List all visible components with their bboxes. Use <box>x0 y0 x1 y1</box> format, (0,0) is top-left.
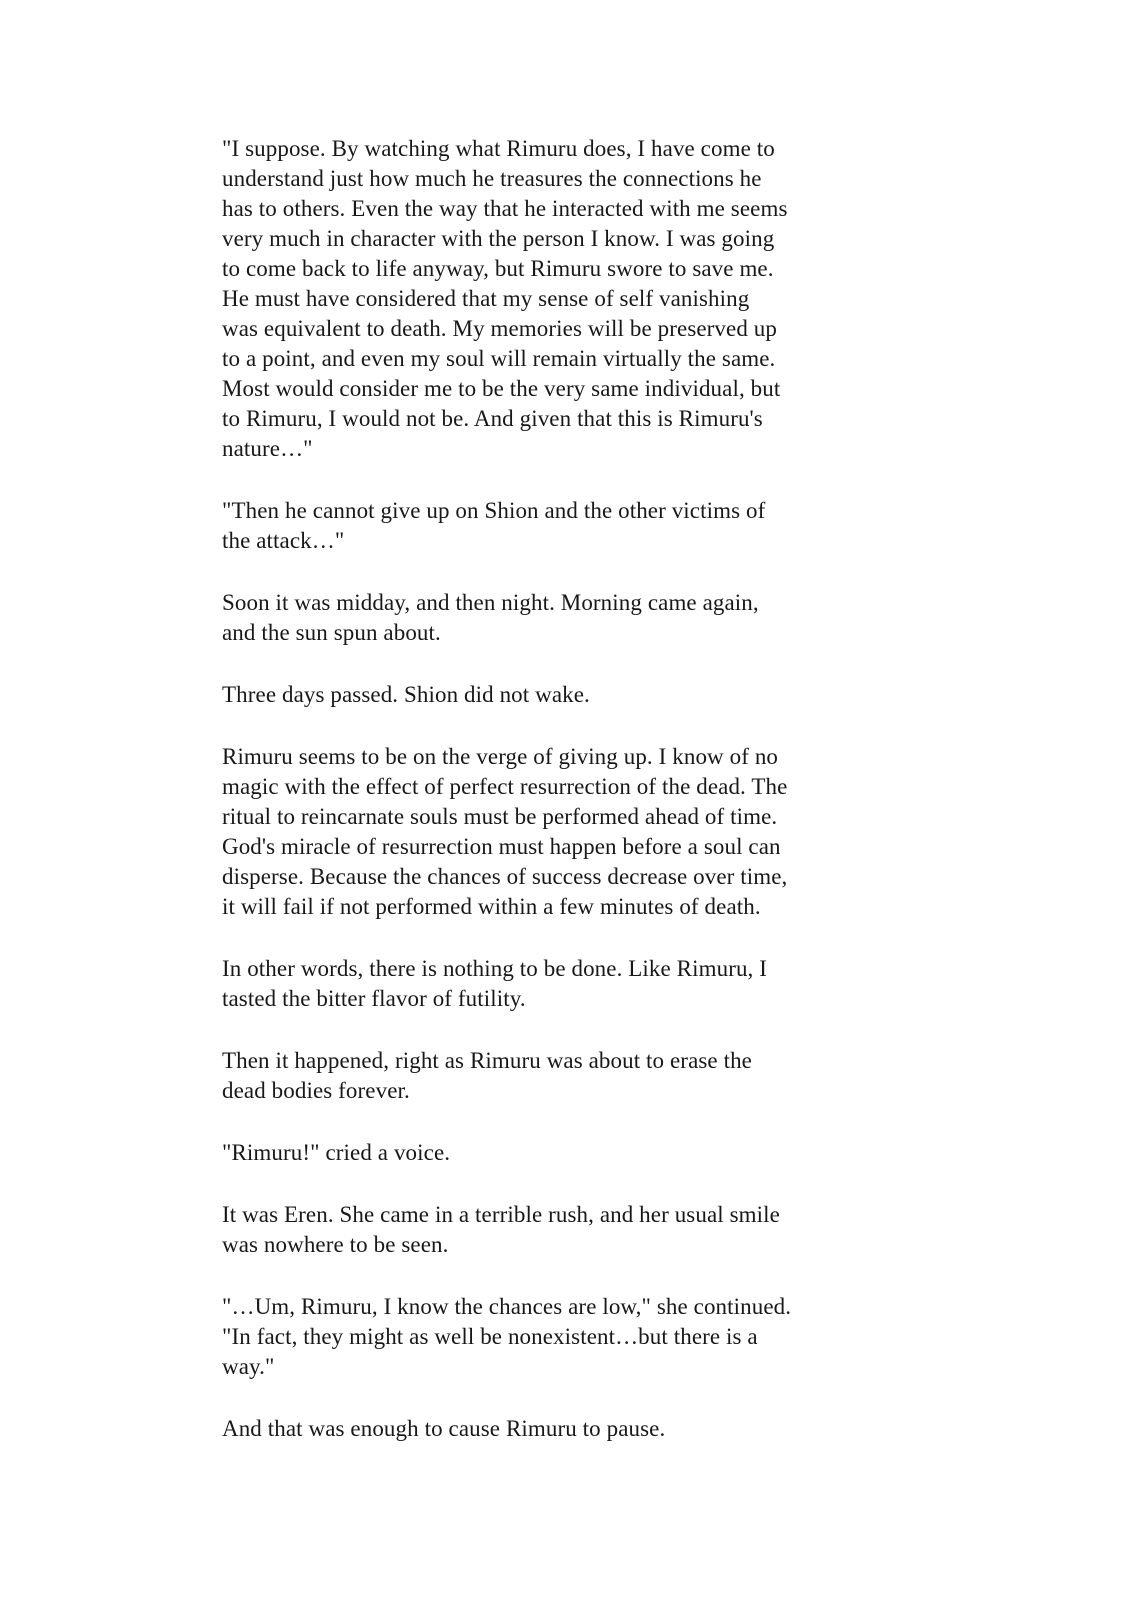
text-line: to Rimuru, I would not be. And given that this is Rimuru's <box>222 406 763 431</box>
paragraph <box>222 742 898 922</box>
text-line: dead bodies forever. <box>222 1078 410 1103</box>
paragraph <box>222 680 898 710</box>
text-line: Soon it was midday, and then night. Morning came again, <box>222 590 759 615</box>
text-line: has to others. Even the way that he interacted with me seems <box>222 196 788 221</box>
text-line: "I suppose. By watching what Rimuru does, I have come to <box>222 136 775 161</box>
text-line: Rimuru seems to be on the verge of giving up. I know of no <box>222 744 779 769</box>
text-line: Three days passed. Shion did not wake. <box>222 682 590 707</box>
text-line: Most would consider me to be the very same individual, but <box>222 376 781 401</box>
text-line: understand just how much he treasures the connections he <box>222 166 762 191</box>
paragraph <box>222 1292 898 1382</box>
text-line: "Then he cannot give up on Shion and the other victims of <box>222 498 766 523</box>
text-line: nature…" <box>222 436 313 461</box>
paragraph <box>222 954 898 1014</box>
page-text <box>222 134 898 1476</box>
text-line: very much in character with the person I know. I was going <box>222 226 775 251</box>
text-line: the attack…" <box>222 528 345 553</box>
paragraph <box>222 1046 898 1106</box>
text-line: Then it happened, right as Rimuru was about to erase the <box>222 1048 752 1073</box>
paragraph <box>222 588 898 648</box>
text-line: God's miracle of resurrection must happen before a soul can <box>222 834 781 859</box>
text-line: it will fail if not performed within a few minutes of death. <box>222 894 761 919</box>
text-line: was nowhere to be seen. <box>222 1232 449 1257</box>
text-line: "In fact, they might as well be nonexistent…but there is a <box>222 1324 758 1349</box>
text-line: and the sun spun about. <box>222 620 441 645</box>
text-line: was equivalent to death. My memories will be preserved up <box>222 316 777 341</box>
paragraph <box>222 1414 898 1444</box>
text-line: ritual to reincarnate souls must be performed ahead of time. <box>222 804 778 829</box>
text-line: way." <box>222 1354 275 1379</box>
text-line: magic with the effect of perfect resurrection of the dead. The <box>222 774 788 799</box>
text-line: It was Eren. She came in a terrible rush, and her usual smile <box>222 1202 780 1227</box>
text-line: disperse. Because the chances of success decrease over time, <box>222 864 788 889</box>
text-line: "…Um, Rimuru, I know the chances are low," she continued. <box>222 1294 792 1319</box>
text-line: to a point, and even my soul will remain virtually the same. <box>222 346 776 371</box>
paragraph <box>222 496 898 556</box>
text-line: tasted the bitter flavor of futility. <box>222 986 526 1011</box>
text-line: And that was enough to cause Rimuru to pause. <box>222 1416 666 1441</box>
paragraph <box>222 1200 898 1260</box>
paragraph <box>222 1138 898 1168</box>
text-line: In other words, there is nothing to be done. Like Rimuru, I <box>222 956 768 981</box>
text-line: He must have considered that my sense of self vanishing <box>222 286 750 311</box>
text-line: "Rimuru!" cried a voice. <box>222 1140 451 1165</box>
text-line: to come back to life anyway, but Rimuru swore to save me. <box>222 256 774 281</box>
paragraph <box>222 134 898 464</box>
